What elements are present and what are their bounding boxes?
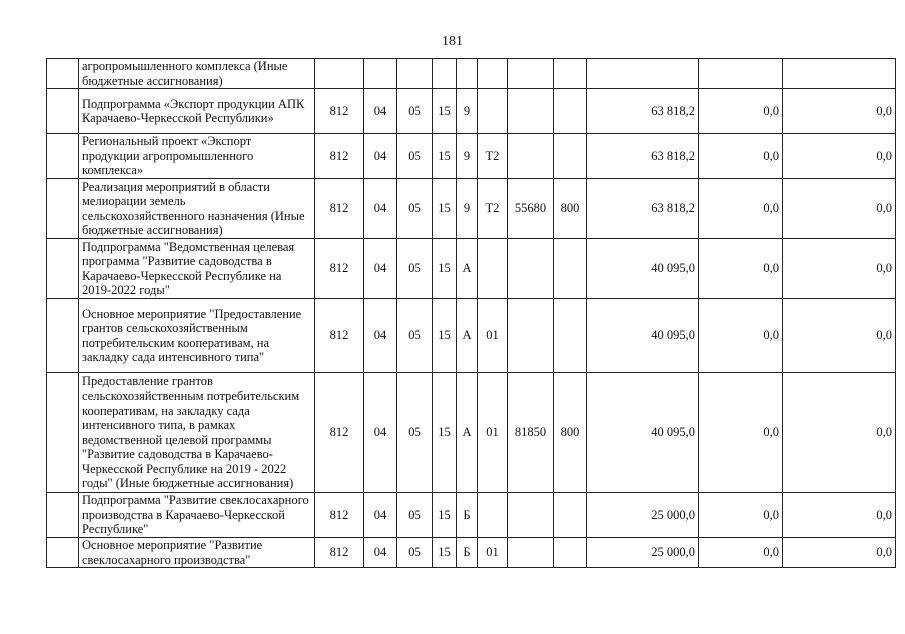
sum-year-1: 63 818,2	[587, 89, 699, 134]
cs-subprogram-code: Б	[457, 538, 478, 568]
rz-code: 04	[364, 493, 397, 538]
cs-subprogram-code: 9	[457, 179, 478, 239]
table-row	[47, 299, 896, 373]
budget-table	[46, 58, 896, 568]
cs-subprogram-code: А	[457, 239, 478, 299]
cs-program-code: 15	[433, 134, 457, 179]
sum-year-3: 0,0	[783, 239, 896, 299]
sum-year-2: 0,0	[699, 179, 783, 239]
vr-code	[554, 299, 587, 373]
sum-year-3: 0,0	[783, 373, 896, 493]
pr-code: 05	[397, 493, 433, 538]
pr-code	[397, 59, 433, 89]
table-row	[47, 179, 896, 239]
cs-event-code	[478, 493, 508, 538]
table-row	[47, 134, 896, 179]
cs-program-code: 15	[433, 299, 457, 373]
cs-program-code: 15	[433, 89, 457, 134]
cs-direction-code	[508, 493, 554, 538]
sum-year-2: 0,0	[699, 373, 783, 493]
cs-direction-code	[508, 89, 554, 134]
rz-code: 04	[364, 179, 397, 239]
cs-direction-code	[508, 239, 554, 299]
cs-program-code: 15	[433, 179, 457, 239]
sum-year-3: 0,0	[783, 134, 896, 179]
row-name: Подпрограмма "Развитие свеклосахарного производства в Карачаево-Черкесской Республике"	[79, 493, 315, 538]
ved-code: 812	[315, 179, 364, 239]
cs-event-code: 01	[478, 299, 508, 373]
vr-code	[554, 59, 587, 89]
table-row	[47, 89, 896, 134]
sum-year-1: 63 818,2	[587, 134, 699, 179]
sum-year-1: 25 000,0	[587, 493, 699, 538]
sum-year-2: 0,0	[699, 538, 783, 568]
sum-year-2: 0,0	[699, 239, 783, 299]
rz-code: 04	[364, 538, 397, 568]
cs-event-code	[478, 239, 508, 299]
cs-direction-code: 55680	[508, 179, 554, 239]
row-name: Основное мероприятие "Предоставление грантов сельскохозяйственным потребительским кооперативам, на закладку сада интенсивного типа"	[79, 299, 315, 373]
sum-year-3: 0,0	[783, 538, 896, 568]
vr-code	[554, 89, 587, 134]
vr-code	[554, 538, 587, 568]
ved-code: 812	[315, 373, 364, 493]
sum-year-3	[783, 59, 896, 89]
sum-year-2: 0,0	[699, 89, 783, 134]
cs-subprogram-code	[457, 59, 478, 89]
sum-year-2: 0,0	[699, 299, 783, 373]
rz-code	[364, 59, 397, 89]
ved-code: 812	[315, 493, 364, 538]
ved-code: 812	[315, 538, 364, 568]
row-name: Подпрограмма «Экспорт продукции АПК Карачаево-Черкесской Республики»	[79, 89, 315, 134]
cs-program-code: 15	[433, 239, 457, 299]
table-row	[47, 373, 896, 493]
row-name: Региональный проект «Экспорт продукции агропромышленного комплекса»	[79, 134, 315, 179]
empty-cell	[47, 299, 79, 373]
vr-code: 800	[554, 373, 587, 493]
cs-program-code: 15	[433, 373, 457, 493]
row-name: агропромышленного комплекса (Иные бюджетные ассигнования)	[79, 59, 315, 89]
cs-event-code	[478, 89, 508, 134]
cs-direction-code	[508, 299, 554, 373]
vr-code	[554, 493, 587, 538]
sum-year-3: 0,0	[783, 179, 896, 239]
empty-cell	[47, 134, 79, 179]
page-number: 181	[442, 34, 463, 49]
sum-year-3: 0,0	[783, 493, 896, 538]
cs-direction-code: 81850	[508, 373, 554, 493]
vr-code: 800	[554, 179, 587, 239]
empty-cell	[47, 59, 79, 89]
pr-code: 05	[397, 89, 433, 134]
cs-event-code: 01	[478, 373, 508, 493]
sum-year-1: 25 000,0	[587, 538, 699, 568]
cs-event-code: 01	[478, 538, 508, 568]
empty-cell	[47, 538, 79, 568]
row-name: Предоставление грантов сельскохозяйственным потребительским кооперативам, на закладку сада интенсивного типа, в рамках ведомственной целевой программы "Развитие садоводства в Карачаево-Черкесской Республике на 2019 - 2022 годы" (Иные бюджетные ассигнования)	[79, 373, 315, 493]
cs-event-code: T2	[478, 179, 508, 239]
sum-year-2	[699, 59, 783, 89]
cs-subprogram-code: Б	[457, 493, 478, 538]
rz-code: 04	[364, 89, 397, 134]
sum-year-2: 0,0	[699, 134, 783, 179]
row-name: Подпрограмма "Ведомственная целевая программа "Развитие садоводства в Карачаево-Черкесской Республике на 2019-2022 годы"	[79, 239, 315, 299]
pr-code: 05	[397, 299, 433, 373]
rz-code: 04	[364, 299, 397, 373]
ved-code: 812	[315, 299, 364, 373]
empty-cell	[47, 239, 79, 299]
rz-code: 04	[364, 134, 397, 179]
cs-direction-code	[508, 59, 554, 89]
ved-code: 812	[315, 239, 364, 299]
cs-subprogram-code: А	[457, 299, 478, 373]
cs-direction-code	[508, 538, 554, 568]
sum-year-1: 40 095,0	[587, 373, 699, 493]
cs-program-code: 15	[433, 493, 457, 538]
table-row	[47, 538, 896, 568]
sum-year-1: 40 095,0	[587, 239, 699, 299]
table-row	[47, 493, 896, 538]
sum-year-1	[587, 59, 699, 89]
empty-cell	[47, 89, 79, 134]
cs-event-code: T2	[478, 134, 508, 179]
sum-year-2: 0,0	[699, 493, 783, 538]
pr-code: 05	[397, 239, 433, 299]
pr-code: 05	[397, 134, 433, 179]
sum-year-1: 40 095,0	[587, 299, 699, 373]
pr-code: 05	[397, 538, 433, 568]
cs-program-code	[433, 59, 457, 89]
table-row	[47, 239, 896, 299]
cs-event-code	[478, 59, 508, 89]
cs-subprogram-code: 9	[457, 134, 478, 179]
pr-code: 05	[397, 373, 433, 493]
table-row	[47, 59, 896, 89]
ved-code: 812	[315, 134, 364, 179]
ved-code	[315, 59, 364, 89]
sum-year-3: 0,0	[783, 299, 896, 373]
sum-year-1: 63 818,2	[587, 179, 699, 239]
cs-direction-code	[508, 134, 554, 179]
row-name: Реализация мероприятий в области мелиорации земель сельскохозяйственного назначения (Иные бюджетные ассигнования)	[79, 179, 315, 239]
ved-code: 812	[315, 89, 364, 134]
sum-year-3: 0,0	[783, 89, 896, 134]
cs-program-code: 15	[433, 538, 457, 568]
rz-code: 04	[364, 373, 397, 493]
vr-code	[554, 239, 587, 299]
cs-subprogram-code: 9	[457, 89, 478, 134]
empty-cell	[47, 373, 79, 493]
vr-code	[554, 134, 587, 179]
empty-cell	[47, 179, 79, 239]
pr-code: 05	[397, 179, 433, 239]
rz-code: 04	[364, 239, 397, 299]
cs-subprogram-code: А	[457, 373, 478, 493]
row-name: Основное мероприятие "Развитие свеклосахарного производства"	[79, 538, 315, 568]
empty-cell	[47, 493, 79, 538]
